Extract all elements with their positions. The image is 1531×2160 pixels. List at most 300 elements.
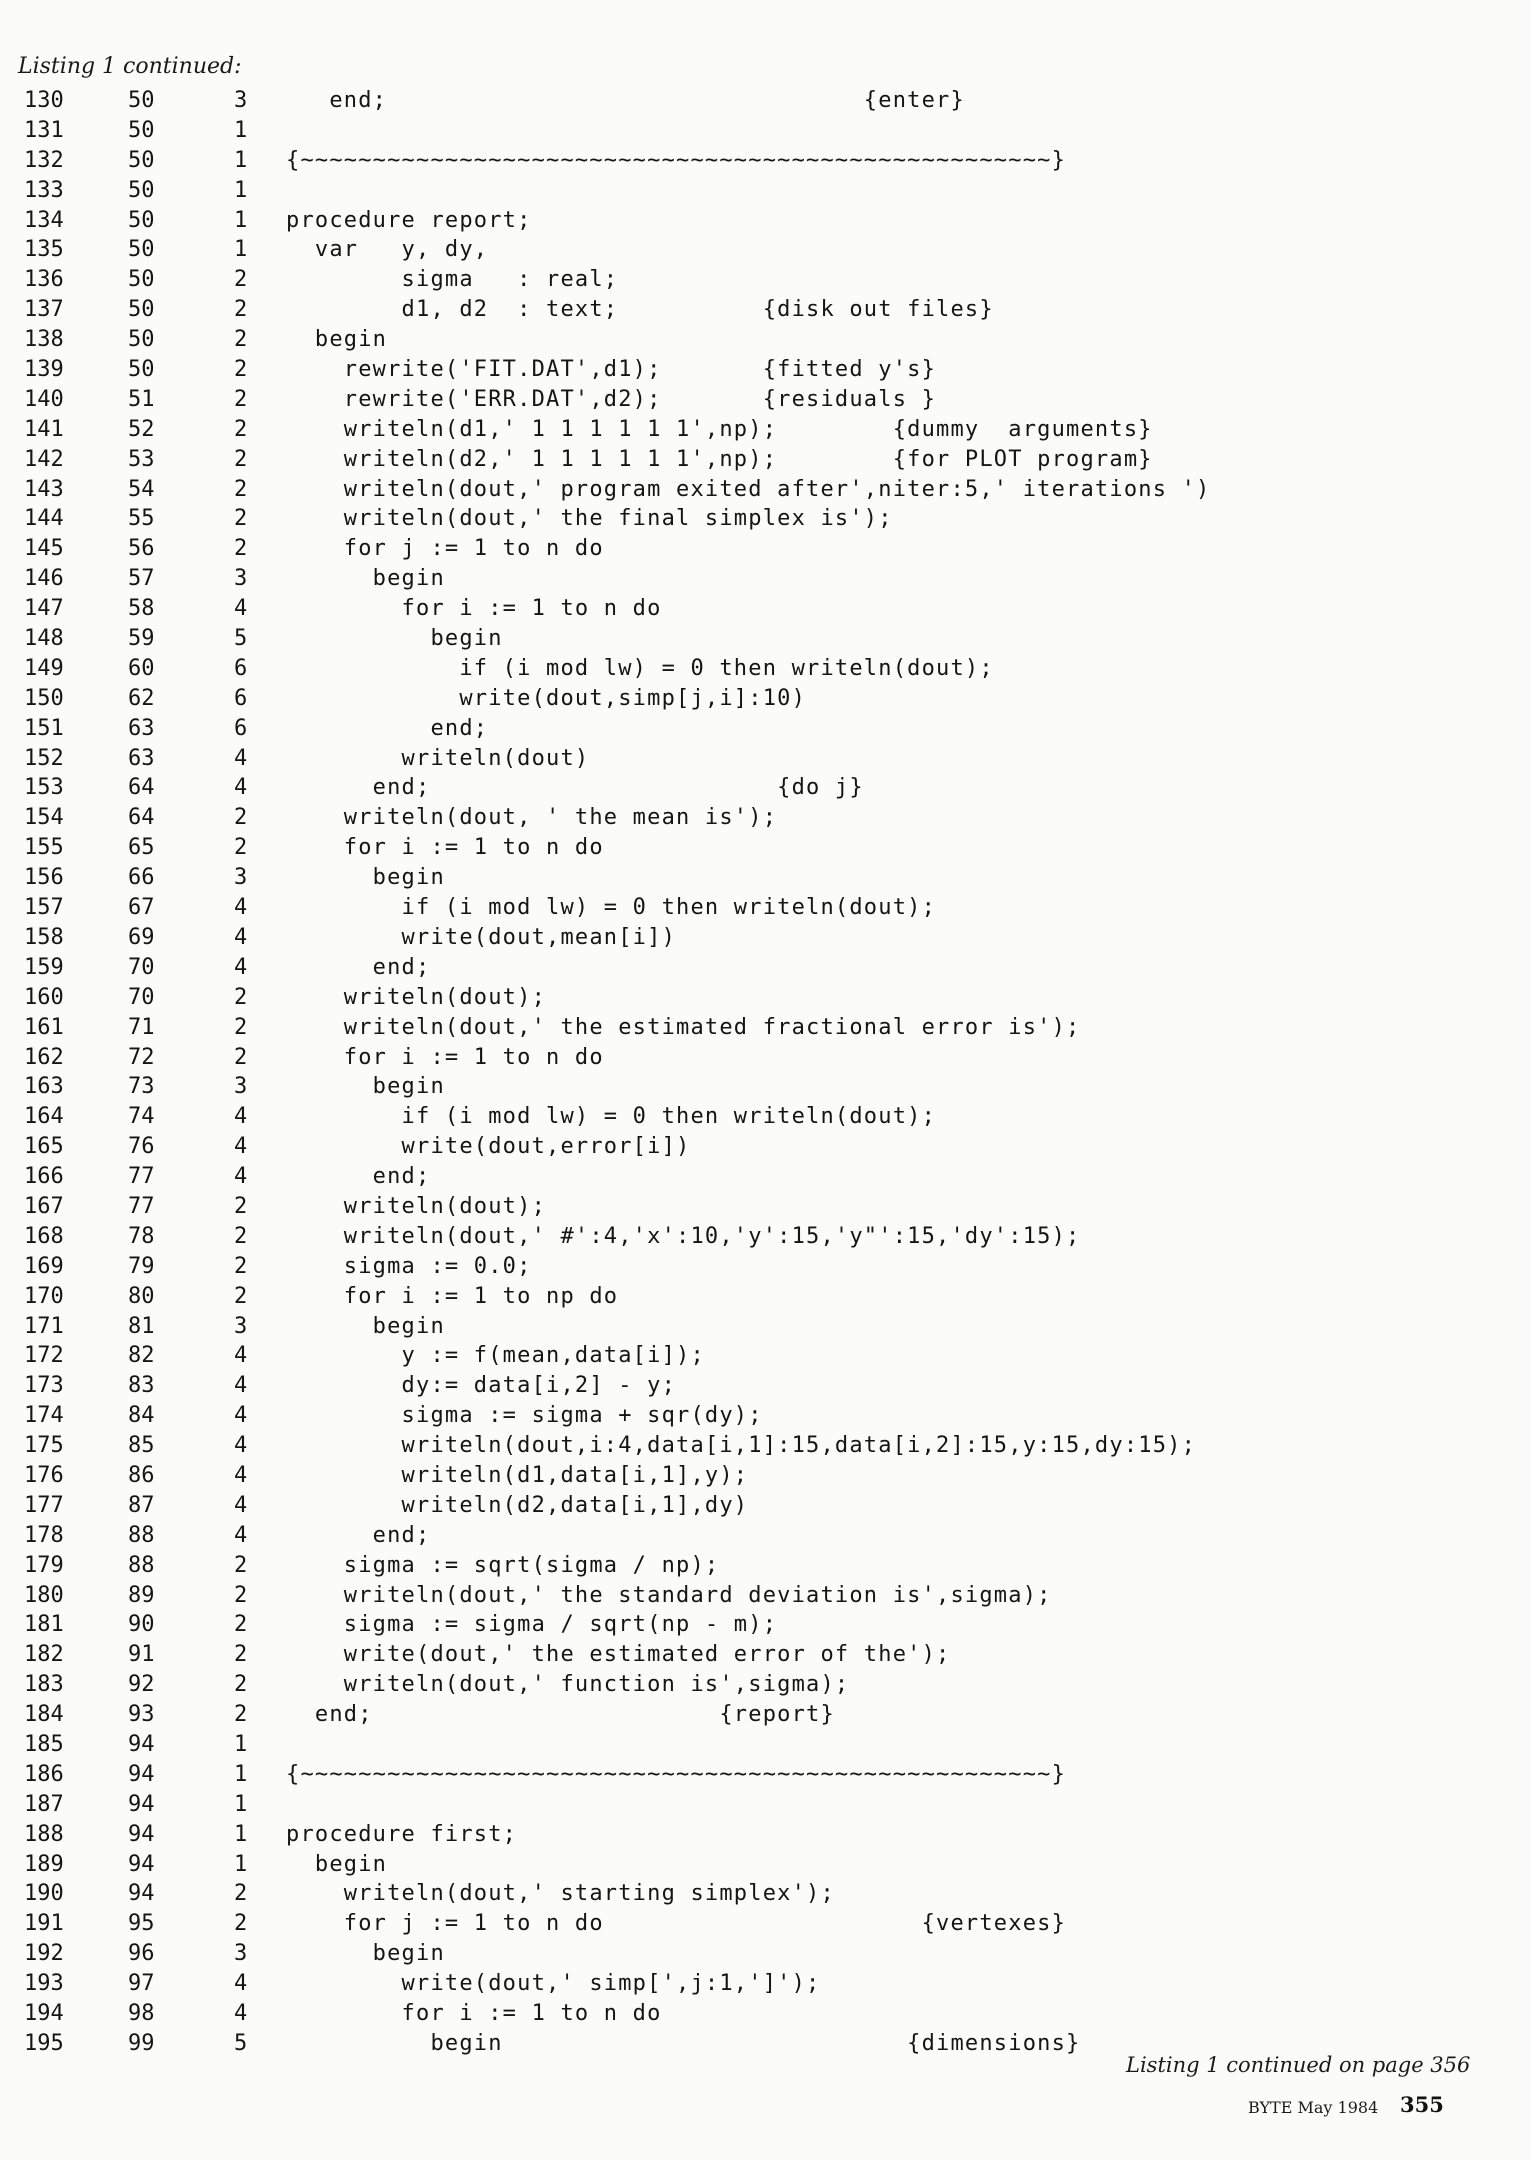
- code-text: end; {report}: [286, 1702, 835, 1728]
- nesting-level: 2: [234, 835, 248, 861]
- statement-number: 62: [128, 685, 155, 711]
- statement-number: 63: [128, 745, 155, 771]
- listing-row: [24, 1461, 1504, 1491]
- nesting-level: 2: [234, 506, 248, 532]
- code-text: writeln(dout,' #':4,'x':10,'y':15,'y"':15,'dy':15);: [286, 1223, 1081, 1249]
- listing-row: [24, 654, 1504, 684]
- nesting-level: 2: [234, 1672, 248, 1698]
- listing-row: [24, 1401, 1504, 1431]
- listing-row: [24, 1640, 1504, 1670]
- statement-number: 54: [128, 476, 155, 502]
- statement-number: 85: [128, 1433, 155, 1459]
- nesting-level: 4: [234, 1343, 248, 1369]
- nesting-level: 3: [234, 865, 248, 891]
- statement-number: 51: [128, 386, 155, 412]
- listing-row: [24, 325, 1504, 355]
- code-text: procedure report;: [286, 207, 532, 233]
- statement-number: 94: [128, 1761, 155, 1787]
- nesting-level: 3: [234, 1941, 248, 1967]
- statement-number: 89: [128, 1582, 155, 1608]
- nesting-level: 4: [234, 745, 248, 771]
- code-text: writeln(dout,' the final simplex is');: [286, 506, 893, 532]
- nesting-level: 4: [234, 1522, 248, 1548]
- listing-row: [24, 116, 1504, 146]
- statement-number: 59: [128, 626, 155, 652]
- continued-note: Listing 1 continued on page 356: [1126, 2053, 1471, 2077]
- code-text: dy:= data[i,2] - y;: [286, 1373, 677, 1399]
- nesting-level: 2: [234, 1642, 248, 1668]
- line-number: 151: [24, 715, 64, 741]
- nesting-level: 1: [234, 1851, 248, 1877]
- line-number: 176: [24, 1462, 64, 1488]
- statement-number: 72: [128, 1044, 155, 1070]
- nesting-level: 2: [234, 805, 248, 831]
- nesting-level: 3: [234, 566, 248, 592]
- code-text: end;: [286, 715, 489, 741]
- statement-number: 50: [128, 267, 155, 293]
- statement-number: 50: [128, 327, 155, 353]
- line-number: 138: [24, 327, 64, 353]
- listing-row: [24, 833, 1504, 863]
- code-text: for j := 1 to n do: [286, 536, 604, 562]
- listing-row: [24, 1102, 1504, 1132]
- line-number: 132: [24, 147, 64, 173]
- statement-number: 71: [128, 1014, 155, 1040]
- nesting-level: 4: [234, 1164, 248, 1190]
- code-text: writeln(d2,data[i,1],dy): [286, 1492, 749, 1518]
- nesting-level: 4: [234, 1971, 248, 1997]
- nesting-level: 2: [234, 267, 248, 293]
- statement-number: 50: [128, 237, 155, 263]
- code-text: rewrite('ERR.DAT',d2); {residuals }: [286, 386, 937, 412]
- code-text: if (i mod lw) = 0 then writeln(dout);: [286, 895, 937, 921]
- listing-row: [24, 415, 1504, 445]
- listing-row: [24, 176, 1504, 206]
- statement-number: 60: [128, 655, 155, 681]
- nesting-level: 4: [234, 775, 248, 801]
- code-text: sigma := sigma + sqr(dy);: [286, 1403, 763, 1429]
- code-text: writeln(dout,' program exited after',niter:5,' iterations '): [286, 476, 1211, 502]
- code-text: begin: [286, 865, 445, 891]
- listing-row: [24, 803, 1504, 833]
- listing-row: [24, 923, 1504, 953]
- listing-row: [24, 146, 1504, 176]
- line-number: 134: [24, 207, 64, 233]
- statement-number: 94: [128, 1881, 155, 1907]
- listing-row: [24, 1312, 1504, 1342]
- listing-row: [24, 206, 1504, 236]
- listing-row: [24, 1969, 1504, 1999]
- nesting-level: 2: [234, 1223, 248, 1249]
- code-text: for i := 1 to n do: [286, 1044, 604, 1070]
- statement-number: 88: [128, 1552, 155, 1578]
- listing-row: [24, 1909, 1504, 1939]
- listing-row: [24, 1043, 1504, 1073]
- listing-row: [24, 1700, 1504, 1730]
- listing-row: [24, 1760, 1504, 1790]
- line-number: 183: [24, 1672, 64, 1698]
- line-number: 130: [24, 88, 64, 113]
- code-text: sigma := sqrt(sigma / np);: [286, 1552, 720, 1578]
- statement-number: 96: [128, 1941, 155, 1967]
- listing-row: [24, 684, 1504, 714]
- statement-number: 58: [128, 596, 155, 622]
- statement-number: 83: [128, 1373, 155, 1399]
- nesting-level: 1: [234, 177, 248, 203]
- nesting-level: 2: [234, 1702, 248, 1728]
- statement-number: 52: [128, 416, 155, 442]
- statement-number: 50: [128, 297, 155, 323]
- code-text: writeln(dout,' starting simplex');: [286, 1881, 835, 1907]
- nesting-level: 2: [234, 1193, 248, 1219]
- nesting-level: 2: [234, 536, 248, 562]
- code-text: for i := 1 to n do: [286, 596, 662, 622]
- line-number: 192: [24, 1941, 64, 1967]
- line-number: 141: [24, 416, 64, 442]
- listing-row: [24, 475, 1504, 505]
- line-number: 174: [24, 1403, 64, 1429]
- line-number: 187: [24, 1791, 64, 1817]
- line-number: 159: [24, 954, 64, 980]
- listing-row: [24, 624, 1504, 654]
- line-number: 191: [24, 1911, 64, 1937]
- line-number: 175: [24, 1433, 64, 1459]
- statement-number: 67: [128, 895, 155, 921]
- nesting-level: 4: [234, 1373, 248, 1399]
- nesting-level: 4: [234, 954, 248, 980]
- statement-number: 64: [128, 805, 155, 831]
- statement-number: 80: [128, 1283, 155, 1309]
- statement-number: 63: [128, 715, 155, 741]
- line-number: 160: [24, 984, 64, 1010]
- code-text: if (i mod lw) = 0 then writeln(dout);: [286, 1104, 937, 1130]
- line-number: 179: [24, 1552, 64, 1578]
- nesting-level: 1: [234, 207, 248, 233]
- statement-number: 50: [128, 207, 155, 233]
- code-text: begin: [286, 626, 503, 652]
- nesting-level: 4: [234, 1433, 248, 1459]
- code-text: writeln(dout, ' the mean is');: [286, 805, 778, 831]
- line-number: 154: [24, 805, 64, 831]
- code-text: write(dout,' simp[',j:1,']');: [286, 1971, 821, 1997]
- listing-row: [24, 1730, 1504, 1760]
- line-number: 167: [24, 1193, 64, 1219]
- statement-number: 53: [128, 446, 155, 472]
- listing-row: [24, 445, 1504, 475]
- page-number: 355: [1400, 2092, 1444, 2117]
- listing-row: [24, 265, 1504, 295]
- listing-row: [24, 1610, 1504, 1640]
- code-text: y := f(mean,data[i]);: [286, 1343, 705, 1369]
- statement-number: 70: [128, 954, 155, 980]
- line-number: 194: [24, 2001, 64, 2026]
- listing-row: [24, 1879, 1504, 1909]
- statement-number: 98: [128, 2001, 155, 2026]
- line-number: 155: [24, 835, 64, 861]
- code-text: sigma := 0.0;: [286, 1253, 532, 1279]
- statement-number: 76: [128, 1134, 155, 1160]
- listing-row: [24, 295, 1504, 325]
- nesting-level: 2: [234, 476, 248, 502]
- line-number: 150: [24, 685, 64, 711]
- code-text: write(dout,mean[i]): [286, 924, 677, 950]
- listing-row: [24, 714, 1504, 744]
- statement-number: 69: [128, 924, 155, 950]
- nesting-level: 2: [234, 386, 248, 412]
- nesting-level: 5: [234, 2030, 248, 2056]
- line-number: 185: [24, 1731, 64, 1757]
- nesting-level: 1: [234, 1761, 248, 1787]
- nesting-level: 2: [234, 297, 248, 323]
- line-number: 184: [24, 1702, 64, 1728]
- statement-number: 65: [128, 835, 155, 861]
- nesting-level: 4: [234, 1104, 248, 1130]
- statement-number: 70: [128, 984, 155, 1010]
- nesting-level: 1: [234, 1791, 248, 1817]
- code-text: writeln(dout,' the estimated fractional error is');: [286, 1014, 1081, 1040]
- line-number: 136: [24, 267, 64, 293]
- nesting-level: 2: [234, 357, 248, 383]
- listing-row: [24, 983, 1504, 1013]
- code-text: write(dout,simp[j,i]:10): [286, 685, 807, 711]
- code-text: begin: [286, 1941, 445, 1967]
- statement-number: 90: [128, 1612, 155, 1638]
- line-number: 144: [24, 506, 64, 532]
- code-text: {~~~~~~~~~~~~~~~~~~~~~~~~~~~~~~~~~~~~~~~~~~~~~~~~~~~~}: [286, 147, 1067, 173]
- nesting-level: 1: [234, 147, 248, 173]
- code-text: end; {do j}: [286, 775, 864, 801]
- statement-number: 73: [128, 1074, 155, 1100]
- statement-number: 95: [128, 1911, 155, 1937]
- statement-number: 50: [128, 357, 155, 383]
- line-number: 147: [24, 596, 64, 622]
- listing-row: [24, 1013, 1504, 1043]
- code-text: if (i mod lw) = 0 then writeln(dout);: [286, 655, 994, 681]
- statement-number: 77: [128, 1164, 155, 1190]
- nesting-level: 2: [234, 1911, 248, 1937]
- listing-row: [24, 773, 1504, 803]
- line-number: 137: [24, 297, 64, 323]
- line-number: 143: [24, 476, 64, 502]
- code-text: procedure first;: [286, 1821, 518, 1847]
- code-text: write(dout,' the estimated error of the');: [286, 1642, 951, 1668]
- nesting-level: 6: [234, 685, 248, 711]
- line-number: 173: [24, 1373, 64, 1399]
- nesting-level: 4: [234, 596, 248, 622]
- code-text: sigma : real;: [286, 267, 619, 293]
- code-text: begin: [286, 1851, 388, 1877]
- line-number: 145: [24, 536, 64, 562]
- listing-row: [24, 1790, 1504, 1820]
- nesting-level: 4: [234, 895, 248, 921]
- nesting-level: 2: [234, 1881, 248, 1907]
- code-text: begin: [286, 1313, 445, 1339]
- statement-number: 87: [128, 1492, 155, 1518]
- code-text: end;: [286, 1164, 431, 1190]
- code-text: for j := 1 to n do {vertexes}: [286, 1911, 1067, 1937]
- nesting-level: 2: [234, 416, 248, 442]
- line-number: 177: [24, 1492, 64, 1518]
- publication-info: BYTE May 1984: [1248, 2098, 1379, 2117]
- statement-number: 50: [128, 117, 155, 143]
- line-number: 140: [24, 386, 64, 412]
- line-number: 161: [24, 1014, 64, 1040]
- line-number: 148: [24, 626, 64, 652]
- nesting-level: 2: [234, 327, 248, 353]
- statement-number: 57: [128, 566, 155, 592]
- listing-row: [24, 1670, 1504, 1700]
- listing-row: [24, 594, 1504, 624]
- line-number: 156: [24, 865, 64, 891]
- listing-row: [24, 1551, 1504, 1581]
- code-text: end;: [286, 1522, 431, 1548]
- listing-row: [24, 86, 1504, 116]
- listing-row: [24, 1371, 1504, 1401]
- code-text: writeln(dout);: [286, 984, 547, 1010]
- code-text: for i := 1 to n do: [286, 835, 604, 861]
- nesting-level: 2: [234, 1552, 248, 1578]
- line-number: 193: [24, 1971, 64, 1997]
- code-text: end; {enter}: [286, 88, 965, 113]
- statement-number: 99: [128, 2030, 155, 2056]
- nesting-level: 4: [234, 1462, 248, 1488]
- listing-row: [24, 1341, 1504, 1371]
- line-number: 181: [24, 1612, 64, 1638]
- code-text: writeln(dout): [286, 745, 590, 771]
- nesting-level: 2: [234, 446, 248, 472]
- nesting-level: 2: [234, 1612, 248, 1638]
- line-number: 163: [24, 1074, 64, 1100]
- code-text: writeln(dout,' function is',sigma);: [286, 1672, 850, 1698]
- listing-row: [24, 534, 1504, 564]
- statement-number: 93: [128, 1702, 155, 1728]
- code-text: begin: [286, 1074, 445, 1100]
- code-text: {~~~~~~~~~~~~~~~~~~~~~~~~~~~~~~~~~~~~~~~~~~~~~~~~~~~~}: [286, 1761, 1067, 1787]
- statement-number: 94: [128, 1791, 155, 1817]
- statement-number: 64: [128, 775, 155, 801]
- statement-number: 94: [128, 1821, 155, 1847]
- nesting-level: 2: [234, 1582, 248, 1608]
- line-number: 142: [24, 446, 64, 472]
- nesting-level: 3: [234, 1313, 248, 1339]
- nesting-level: 1: [234, 1821, 248, 1847]
- nesting-level: 5: [234, 626, 248, 652]
- statement-number: 81: [128, 1313, 155, 1339]
- line-number: 182: [24, 1642, 64, 1668]
- line-number: 153: [24, 775, 64, 801]
- line-number: 149: [24, 655, 64, 681]
- listing-row: [24, 355, 1504, 385]
- listing-row: [24, 504, 1504, 534]
- line-number: 146: [24, 566, 64, 592]
- line-number: 165: [24, 1134, 64, 1160]
- statement-number: 77: [128, 1193, 155, 1219]
- nesting-level: 4: [234, 1403, 248, 1429]
- line-number: 139: [24, 357, 64, 383]
- nesting-level: 1: [234, 1731, 248, 1757]
- statement-number: 55: [128, 506, 155, 532]
- line-number: 195: [24, 2030, 64, 2056]
- line-number: 158: [24, 924, 64, 950]
- listing-caption: Listing 1 continued:: [18, 54, 242, 79]
- nesting-level: 2: [234, 1044, 248, 1070]
- listing-row: [24, 1939, 1504, 1969]
- statement-number: 50: [128, 177, 155, 203]
- statement-number: 84: [128, 1403, 155, 1429]
- listing-row: [24, 1192, 1504, 1222]
- nesting-level: 2: [234, 984, 248, 1010]
- line-number: 180: [24, 1582, 64, 1608]
- code-text: d1, d2 : text; {disk out files}: [286, 297, 994, 323]
- nesting-level: 4: [234, 924, 248, 950]
- code-text: begin: [286, 327, 388, 353]
- listing-row: [24, 1282, 1504, 1312]
- listing-row: [24, 1491, 1504, 1521]
- line-number: 188: [24, 1821, 64, 1847]
- nesting-level: 6: [234, 715, 248, 741]
- nesting-level: 3: [234, 1074, 248, 1100]
- nesting-level: 6: [234, 655, 248, 681]
- nesting-level: 3: [234, 88, 248, 113]
- statement-number: 50: [128, 88, 155, 113]
- statement-number: 50: [128, 147, 155, 173]
- nesting-level: 4: [234, 2001, 248, 2026]
- code-text: begin: [286, 566, 445, 592]
- listing-row: [24, 1162, 1504, 1192]
- code-text: for i := 1 to n do: [286, 2001, 662, 2026]
- listing-row: [24, 1252, 1504, 1282]
- line-number: 131: [24, 117, 64, 143]
- listing-row: [24, 1820, 1504, 1850]
- line-number: 172: [24, 1343, 64, 1369]
- statement-number: 86: [128, 1462, 155, 1488]
- statement-number: 97: [128, 1971, 155, 1997]
- nesting-level: 2: [234, 1014, 248, 1040]
- listing-row: [24, 385, 1504, 415]
- line-number: 171: [24, 1313, 64, 1339]
- code-text: rewrite('FIT.DAT',d1); {fitted y's}: [286, 357, 937, 383]
- line-number: 162: [24, 1044, 64, 1070]
- statement-number: 94: [128, 1851, 155, 1877]
- statement-number: 82: [128, 1343, 155, 1369]
- nesting-level: 2: [234, 1253, 248, 1279]
- listing-row: [24, 863, 1504, 893]
- line-number: 157: [24, 895, 64, 921]
- nesting-level: 4: [234, 1492, 248, 1518]
- statement-number: 66: [128, 865, 155, 891]
- listing-row: [24, 893, 1504, 923]
- line-number: 135: [24, 237, 64, 263]
- listing-row: [24, 1999, 1504, 2029]
- statement-number: 74: [128, 1104, 155, 1130]
- code-text: end;: [286, 954, 431, 980]
- statement-number: 94: [128, 1731, 155, 1757]
- listing-row: [24, 1850, 1504, 1880]
- code-text: writeln(dout,' the standard deviation is',sigma);: [286, 1582, 1052, 1608]
- listing-row: [24, 1581, 1504, 1611]
- statement-number: 91: [128, 1642, 155, 1668]
- listing-row: [24, 1431, 1504, 1461]
- line-number: 186: [24, 1761, 64, 1787]
- listing-row: [24, 1072, 1504, 1102]
- line-number: 168: [24, 1223, 64, 1249]
- nesting-level: 1: [234, 237, 248, 263]
- nesting-level: 4: [234, 1134, 248, 1160]
- listing-row: [24, 1521, 1504, 1551]
- code-text: begin {dimensions}: [286, 2030, 1081, 2056]
- statement-number: 78: [128, 1223, 155, 1249]
- statement-number: 79: [128, 1253, 155, 1279]
